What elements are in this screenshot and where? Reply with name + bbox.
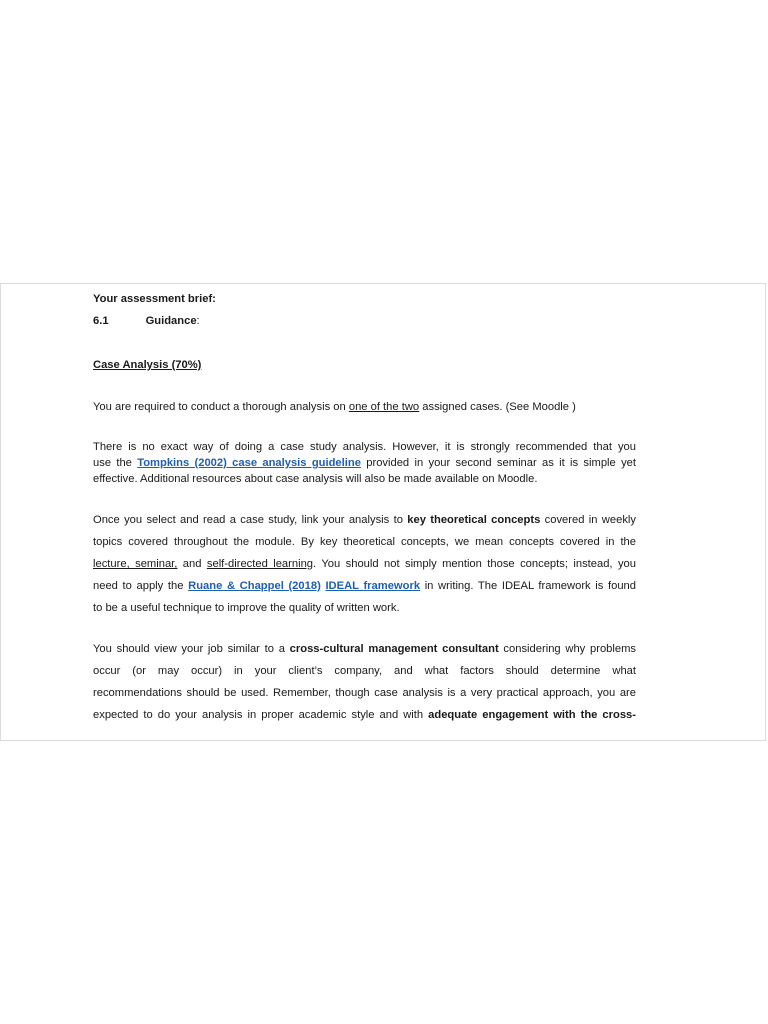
section-number: 6.1 xyxy=(93,315,109,327)
p3-line-3-text-b: . You should not simply mention those concepts; instead, you xyxy=(313,558,636,570)
document-page xyxy=(0,283,766,741)
adequate-engagement-bold: adequate engagement with the cross- xyxy=(428,709,636,721)
paragraph-3-line-5 xyxy=(93,601,636,615)
p2-line-3-text: effective. Additional resources about case analysis will also be made available on Moodle. xyxy=(93,473,538,485)
self-directed-learning-underlined: self-directed learning xyxy=(206,558,314,570)
p4-line-1-text-c: considering why problems xyxy=(498,643,637,655)
paragraph-2-line-2 xyxy=(93,456,636,470)
paragraph-1-line-1 xyxy=(93,400,636,414)
p3-line-1-text-a: Once you select and read a case study, link your analysis to xyxy=(93,514,408,526)
p3-line-2-text: topics covered throughout the module. By key theoretical concepts, we mean concepts covered in the xyxy=(93,536,636,548)
lecture-seminar-underlined: lecture, seminar, xyxy=(93,558,178,570)
paragraph-3-line-1 xyxy=(93,513,636,527)
tompkins-guideline-link[interactable]: Tompkins (2002) case analysis guideline xyxy=(137,457,361,469)
p2-line-1-text: There is no exact way of doing a case study analysis. However, it is strongly recommended that you xyxy=(93,441,636,453)
paragraph-4-line-2 xyxy=(93,664,636,678)
p3-line-3-text-a: and xyxy=(177,558,207,570)
paragraph-3-line-3 xyxy=(93,557,636,571)
section-colon: : xyxy=(196,315,200,327)
case-analysis-heading-text: Case Analysis (70%) xyxy=(93,359,202,371)
p3-line-4-text-a: need to apply the xyxy=(93,580,189,592)
p3-line-1-text-c: covered in weekly xyxy=(540,514,637,526)
ideal-framework-link[interactable]: IDEAL framework xyxy=(325,580,421,592)
p4-line-3-text: recommendations should be used. Remember, though case analysis is a very practical approach, you are xyxy=(93,687,636,699)
p4-line-2-text: occur (or may occur) in your client’s company, and what factors should determine what xyxy=(93,665,636,677)
paragraph-3-line-2 xyxy=(93,535,636,549)
section-title: Guidance xyxy=(145,315,197,327)
consultant-bold: cross-cultural management consultant xyxy=(289,643,499,655)
p4-line-4-text-a: expected to do your analysis in proper academic style and with xyxy=(93,709,429,721)
paragraph-4-line-4 xyxy=(93,708,636,722)
paragraph-4-line-3 xyxy=(93,686,636,700)
paragraph-2-line-3 xyxy=(93,472,636,486)
p1-underlined: one of the two xyxy=(348,401,420,413)
case-analysis-heading xyxy=(93,358,636,372)
p3-line-4-text-b: in writing. The IDEAL framework is found xyxy=(420,580,637,592)
p2-line-2-text-b: provided in your second seminar as it is simple yet xyxy=(360,457,636,469)
p4-line-1-text-a: You should view your job similar to a xyxy=(93,643,290,655)
p1-text-b: assigned cases. (See Moodle ) xyxy=(419,401,576,413)
p2-line-2-text-a: use the xyxy=(93,457,138,469)
paragraph-2-line-1 xyxy=(93,440,636,454)
p1-text-a: You are required to conduct a thorough analysis on xyxy=(93,401,349,413)
p3-line-5-text: to be a useful technique to improve the quality of written work. xyxy=(93,602,400,614)
paragraph-4-line-1 xyxy=(93,642,636,656)
paragraph-3-line-4 xyxy=(93,579,636,593)
ruane-chappel-link[interactable]: Ruane & Chappel (2018) xyxy=(188,580,321,592)
assessment-brief-heading xyxy=(93,292,636,306)
assessment-brief-text: Your assessment brief: xyxy=(93,293,216,305)
section-heading xyxy=(93,314,636,328)
key-theoretical-concepts-bold: key theoretical concepts xyxy=(407,514,541,526)
